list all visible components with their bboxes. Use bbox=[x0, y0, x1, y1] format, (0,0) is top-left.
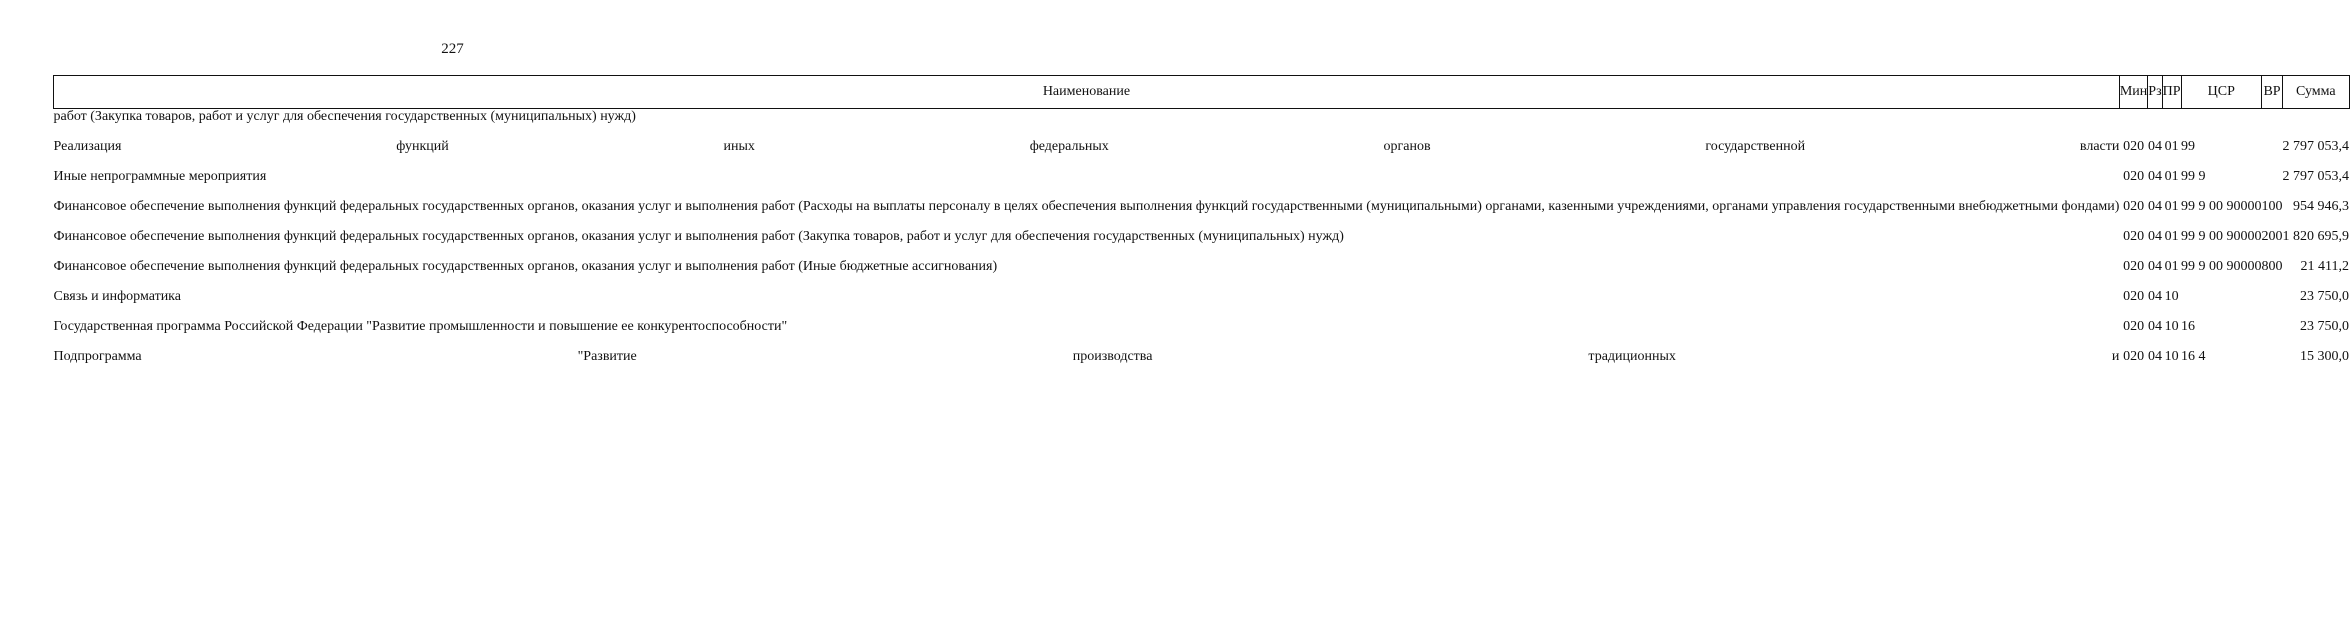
row-csr: 99 9 00 90000 bbox=[2181, 229, 2262, 244]
row-rz: 04 bbox=[2147, 349, 2162, 364]
budget-table bbox=[53, 75, 2350, 365]
row-sum: 23 750,0 bbox=[2300, 289, 2350, 304]
row-pr: 01 bbox=[2164, 259, 2179, 274]
row-name: работ (Закупка товаров, работ и услуг для обеспечения государственных (муниципальных) нужд) bbox=[53, 109, 636, 124]
row-sum: 21 411,2 bbox=[2300, 259, 2350, 274]
row-min: 020 bbox=[2123, 139, 2145, 154]
header-name: Наименование bbox=[54, 76, 2120, 109]
row-name: Финансовое обеспечение выполнения функций федеральных государственных органов, оказания услуг и выполнения работ (Закупка товаров, работ и услуг для обеспечения государственных (муниципальных) нужд) bbox=[53, 229, 1344, 244]
header-pr: ПР bbox=[2162, 76, 2181, 109]
row-min: 020 bbox=[2123, 349, 2145, 364]
row-min: 020 bbox=[2123, 319, 2145, 334]
table-row bbox=[54, 259, 2350, 275]
table-row bbox=[54, 169, 2350, 185]
row-vr bbox=[2262, 109, 2283, 126]
row-pr: 01 bbox=[2164, 139, 2179, 154]
page-number: 227 bbox=[441, 41, 464, 57]
row-min bbox=[2119, 109, 2147, 126]
row-rz: 04 bbox=[2147, 259, 2162, 274]
row-name: Связь и информатика bbox=[53, 289, 181, 304]
header-rz: Рз bbox=[2148, 76, 2162, 109]
table-row bbox=[54, 139, 2350, 155]
row-csr bbox=[2181, 109, 2262, 126]
row-pr: 10 bbox=[2164, 289, 2179, 304]
row-rz bbox=[2148, 109, 2162, 126]
row-vr bbox=[2262, 139, 2283, 155]
row-sum: 954 946,3 bbox=[2293, 199, 2350, 214]
row-csr: 99 bbox=[2181, 139, 2196, 154]
table-row bbox=[54, 199, 2350, 215]
row-min: 020 bbox=[2123, 229, 2145, 244]
row-rz: 04 bbox=[2147, 289, 2162, 304]
header-min: Мин bbox=[2119, 76, 2147, 109]
row-min: 020 bbox=[2123, 259, 2145, 274]
row-pr: 01 bbox=[2164, 199, 2179, 214]
row-sum: 15 300,0 bbox=[2300, 349, 2350, 364]
row-pr: 10 bbox=[2164, 349, 2179, 364]
row-sum bbox=[2283, 109, 2350, 126]
row-rz: 04 bbox=[2147, 319, 2162, 334]
row-name: Финансовое обеспечение выполнения функций федеральных государственных органов, оказания услуг и выполнения работ (Расходы на выплаты персоналу в целях обеспечения выполнения функций государственными (муниципальными) органами, казенными учреждениями, органами управления государственными внебюджетными фондами) bbox=[53, 199, 2120, 214]
row-name: Реализация функций иных федеральных органов государственной власти bbox=[53, 139, 2120, 154]
row-pr: 01 bbox=[2164, 229, 2179, 244]
row-vr bbox=[2262, 349, 2283, 365]
row-sum: 2 797 053,4 bbox=[2282, 139, 2350, 154]
header-sum: Сумма bbox=[2283, 76, 2350, 109]
row-rz: 04 bbox=[2147, 139, 2162, 154]
row-csr: 99 9 bbox=[2181, 169, 2206, 184]
table-row bbox=[54, 289, 2350, 305]
row-pr bbox=[2162, 109, 2181, 126]
row-rz: 04 bbox=[2147, 169, 2162, 184]
row-csr: 99 9 00 90000 bbox=[2181, 259, 2262, 274]
header-vr: ВР bbox=[2262, 76, 2283, 109]
row-sum: 2 797 053,4 bbox=[2282, 169, 2350, 184]
table-row bbox=[54, 109, 2350, 126]
row-name: Подпрограмма "Развитие производства традиционных и bbox=[53, 349, 2120, 364]
row-rz: 04 bbox=[2147, 229, 2162, 244]
row-vr: 100 bbox=[2261, 199, 2283, 214]
row-rz: 04 bbox=[2147, 199, 2162, 214]
header-csr: ЦСР bbox=[2181, 76, 2262, 109]
table-row bbox=[54, 229, 2350, 245]
row-sum: 1 820 695,9 bbox=[2282, 229, 2350, 244]
row-vr: 800 bbox=[2261, 259, 2283, 274]
row-csr: 16 bbox=[2181, 319, 2196, 334]
row-csr: 99 9 00 90000 bbox=[2181, 199, 2262, 214]
row-csr bbox=[2181, 289, 2262, 305]
row-name: Иные непрограммные мероприятия bbox=[53, 169, 267, 184]
row-csr: 16 4 bbox=[2181, 349, 2206, 364]
row-pr: 01 bbox=[2164, 169, 2179, 184]
row-sum: 23 750,0 bbox=[2300, 319, 2350, 334]
row-min: 020 bbox=[2123, 169, 2145, 184]
row-min: 020 bbox=[2123, 199, 2145, 214]
table-row bbox=[54, 319, 2350, 335]
table-row bbox=[54, 349, 2350, 365]
row-vr bbox=[2262, 319, 2283, 335]
row-vr bbox=[2262, 169, 2283, 185]
row-vr: 200 bbox=[2261, 229, 2283, 244]
row-name: Финансовое обеспечение выполнения функций федеральных государственных органов, оказания услуг и выполнения работ (Иные бюджетные ассигнования) bbox=[53, 259, 998, 274]
row-name: Государственная программа Российской Федерации "Развитие промышленности и повышение ее конкурентоспособности" bbox=[53, 319, 788, 334]
row-min: 020 bbox=[2123, 289, 2145, 304]
row-vr bbox=[2262, 289, 2283, 305]
row-pr: 10 bbox=[2164, 319, 2179, 334]
table-header-row bbox=[54, 76, 2350, 109]
